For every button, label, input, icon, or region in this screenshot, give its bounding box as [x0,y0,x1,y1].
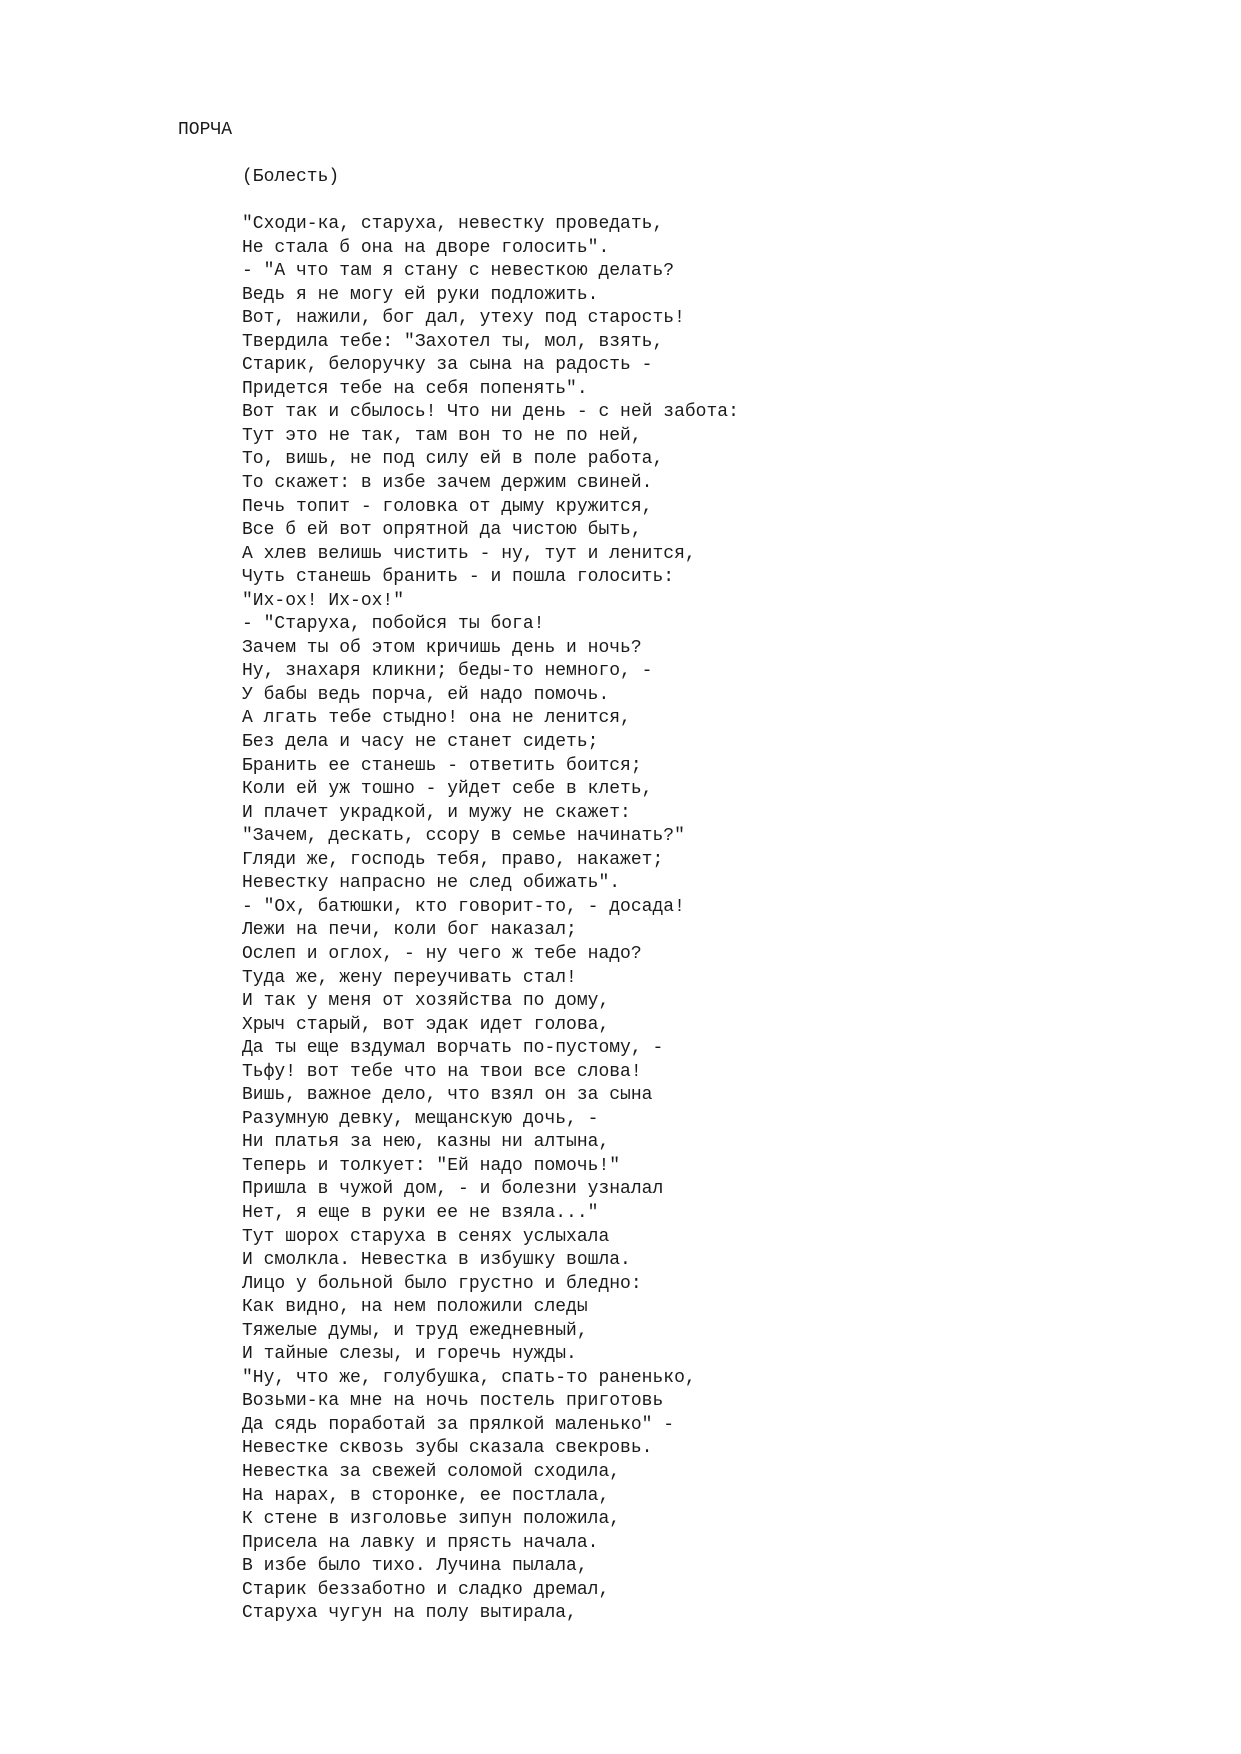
poem-line: Да сядь поработай за прялкой маленько" - [242,1414,675,1435]
poem-line: Печь топит - головка от дыму кружится, [242,496,653,517]
poem-line: Лежи на печи, коли бог наказал; [242,920,577,941]
poem-line: "Их-ох! Их-ох!" [242,590,405,611]
poem-line: Как видно, на нем положили следы [242,1297,588,1318]
poem-line: То скажет: в избе зачем держим свиней. [242,473,653,494]
poem-line: Старик беззаботно и сладко дремал, [242,1579,610,1600]
poem-line: Невестка за свежей соломой сходила, [242,1461,621,1482]
poem-line: Ни платья за нею, казны ни алтына, [242,1132,610,1153]
poem-line: Туда же, жену переучивать стал! [242,967,577,988]
poem-line: Без дела и часу не станет сидеть; [242,732,599,753]
poem-line: Не стала б она на дворе голосить". [242,237,610,258]
poem-line: Старуха чугун на полу вытирала, [242,1603,577,1624]
poem-subtitle: (Болесть) [242,167,340,187]
poem-line: Хрыч старый, вот эдак идет голова, [242,1014,610,1035]
poem-line: И плачет украдкой, и мужу не скажет: [242,802,631,823]
poem-line: Тяжелые думы, и труд ежедневный, [242,1320,588,1341]
poem-line: Ну, знахаря кликни; беды-то немного, - [242,661,653,682]
poem-line: Вот так и сбылось! Что ни день - с ней забота: [242,402,739,423]
poem-line: Бранить ее станешь - ответить боится; [242,755,642,776]
poem-line: И тайные слезы, и горечь нужды. [242,1344,577,1365]
poem-line: Все б ей вот опрятной да чистою быть, [242,520,642,541]
poem-title: ПОРЧА [178,120,233,140]
poem-line: Придется тебе на себя попенять". [242,378,588,399]
poem-line: На нарах, в сторонке, ее постлала, [242,1485,610,1506]
poem-line: А лгать тебе стыдно! она не ленится, [242,708,631,729]
poem-line: Зачем ты об этом кричишь день и ночь? [242,637,642,658]
poem-line: К стене в изголовье зипун положила, [242,1509,621,1530]
poem-line: И смолкла. Невестка в избушку вошла. [242,1250,631,1271]
poem-line: То, вишь, не под силу ей в поле работа, [242,449,664,470]
poem-line: Разумную девку, мещанскую дочь, - [242,1108,599,1129]
poem-line: Невестку напрасно не след обижать". [242,873,621,894]
poem-line: Тут это не так, там вон то не по ней, [242,425,642,446]
poem-line: Да ты еще вздумал ворчать по-пустому, - [242,1038,664,1059]
poem-line: - "Ох, батюшки, кто говорит-то, - досада! [242,896,685,917]
poem-line: Невестке сквозь зубы сказала свекровь. [242,1438,653,1459]
poem-line: Тьфу! вот тебе что на твои все слова! [242,1061,642,1082]
poem-line: А хлев велишь чистить - ну, тут и ленится, [242,543,696,564]
poem-line: Вот, нажили, бог дал, утеху под старость! [242,308,685,329]
poem-line: "Зачем, дескать, ссору в семье начинать?" [242,826,685,847]
poem-line: Нет, я еще в руки ее не взяла..." [242,1202,599,1223]
poem-line: Теперь и толкует: "Ей надо помочь!" [242,1155,621,1176]
poem-line: Возьми-ка мне на ночь постель приготовь [242,1391,664,1412]
poem-line: В избе было тихо. Лучина пылала, [242,1556,588,1577]
poem-line: Пришла в чужой дом, - и болезни узналал [242,1179,664,1200]
poem-line: - "А что там я стану с невесткою делать? [242,261,675,282]
poem-line: Твердила тебе: "Захотел ты, мол, взять, [242,331,664,352]
poem-line: Ведь я не могу ей руки подложить. [242,284,599,305]
poem-line: Вишь, важное дело, что взял он за сына [242,1085,653,1106]
poem-line: Коли ей уж тошно - уйдет себе в клеть, [242,779,653,800]
poem-body [242,213,739,1626]
poem-line: Тут шорох старуха в сенях услыхала [242,1226,610,1247]
poem-line: Гляди же, господь тебя, право, накажет; [242,849,664,870]
poem-line: "Ну, что же, голубушка, спать-то раненько, [242,1367,696,1388]
poem-line: "Сходи-ка, старуха, невестку проведать, [242,214,664,234]
poem-line: И так у меня от хозяйства по дому, [242,991,610,1012]
poem-line: У бабы ведь порча, ей надо помочь. [242,684,610,705]
poem-line: - "Старуха, побойся ты бога! [242,614,545,635]
poem-line: Присела на лавку и прясть начала. [242,1532,599,1553]
poem-line: Лицо у больной было грустно и бледно: [242,1273,642,1294]
poem-line: Чуть станешь бранить - и пошла голосить: [242,567,675,588]
poem-line: Старик, белоручку за сына на радость - [242,355,653,376]
poem-line: Ослеп и оглох, - ну чего ж тебе надо? [242,943,642,964]
